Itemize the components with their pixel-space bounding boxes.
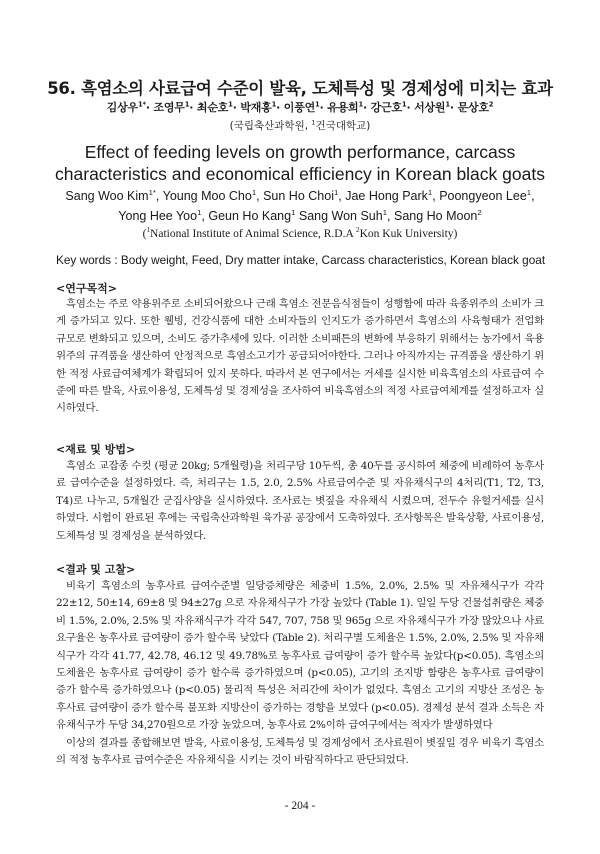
english-author-sup: 1 [333,187,339,197]
english-title-line2: characteristics and economical efficiency in Korean black goats [55,164,545,184]
english-author-sup: 1 [427,187,433,197]
english-affiliation-sup2: 2 [356,226,360,235]
korean-author-name: 유용희 [327,101,359,114]
english-author-name: Young Moo Cho [162,189,252,203]
korean-author-sup: 1* [137,100,146,109]
section-body-methods [56,458,544,545]
english-author-separator: , [338,189,346,203]
korean-author-sup: 1 [401,100,407,109]
english-affiliation-inst1: National Institute of Animal Science, R.D.A [150,228,357,240]
english-author-separator: , [256,189,264,203]
korean-author-sup: 1 [228,100,233,109]
english-authors-line2 [30,206,570,226]
korean-affiliation-rest: 건국대학교) [315,120,371,132]
section-heading-results: <결과 및 고찰> [56,563,136,576]
korean-author-sup: 1 [445,100,450,109]
english-author-sup: 1* [148,187,156,197]
english-affiliation-open: ( [142,228,147,240]
english-author-name: Yong Hee Yoo [118,209,198,223]
english-authors [30,186,570,226]
english-author-sup: 1 [291,207,296,217]
english-author-name: Poongyeon Lee [439,189,527,203]
korean-author-sup: 1 [184,100,190,109]
korean-author-separator: · [145,101,154,114]
page-number: - 204 - [284,800,316,812]
english-affiliation-inst2: Kon Kuk University) [359,228,458,240]
english-author-sup: 2 [477,207,482,217]
korean-author-separator: · [189,101,197,114]
section-heading-methods: <재료 및 방법> [56,443,136,456]
korean-affiliation-sup: 1 [311,118,316,127]
methods-paragraph: 흑염소 교잡종 수컷 (평균 20kg; 5개월령)을 처리구당 10두씩, 총 40두를 공시하여 체중에 비례하여 농후사료 급여수준을 설정하였다. 즉, 처리구는 1.5, 2.0, 2.5% 사료급여수준 및 자유채식구의 4처리(T1, T2, T3, T4)로 나누고, 5개월간 군집사양을 실시하였다. 조사료는 볏짚을 자유채식 시켰으며, 전두수 유헐거세를 실시하였다. 시험이 완료된 후에는 국립축산과학원 육가공 공장에서 도축하였다. 조사항목은 발육상황, 사료이용성, 도체특성 및 경제성을 분석하였다. [56,460,544,542]
korean-author-sup: 1 [271,100,277,109]
korean-author-name: 박재홍 [240,101,272,114]
korean-author-separator: · [232,101,241,114]
english-author-sup: 1 [251,187,257,197]
english-author-name: Jae Hong Park [345,189,428,203]
section-heading-intro: <연구목적> [56,282,117,295]
korean-author-name: 문상호 [457,101,489,114]
korean-affiliation-open: (국립축산과학원, [229,120,312,132]
english-author-separator: , [387,209,394,223]
korean-author-name: 조영무 [153,101,185,114]
english-author-sup: 1 [526,187,532,197]
english-author-name: Sang Ho Moon [393,209,478,223]
english-author-separator: , [432,189,440,203]
english-affiliation-sup1: 1 [146,226,151,235]
english-author-sup: 1 [382,207,388,217]
keywords [56,253,576,267]
english-title [30,141,570,185]
korean-author-separator: · [406,101,415,114]
korean-author-sup: 1 [315,100,320,109]
results-paragraph-1: 비육기 흑염소의 농후사료 급여수준별 일당증체량은 체중비 1.5%, 2.0%, 2.5% 및 자유채식구가 각각 22±12, 50±14, 69±8 및 94±27g 으로 자유채식구가 가장 높았다 (Table 1). 일일 두당 건물섭취량은 체중비 1.5%, 2.0%, 2.5% 및 자유채식구가 각각 547, 707, 758 및 965g 으로 자유채식구가 가장 많았으나 사료요구율은 농후사료 급여량이 증가 할수록 낮았다 (Table 2). 처리구별 도체율은 1.5%, 2.0%, 2.5% 및 자유채식구가 각각 41.77, 42.78, 46.12 및 49.78%로 농후사료 급여량이 증가 할수록 높았다(p<0.05). 흑염소의 도체율은 농후사료 급여량이 증가 할수록 증가하였으며 (p<0.05), 고기의 조지방 함량은 농후사료 급여량이 증가 할수록 증가하였으나 (p<0.05) 물리적 특성은 처리간에 차이가 없었다. 흑염소 고기의 지방산 조성은 농후사료 급여량이 증가 할수록 불포화 지방산이 증가하는 경향을 보였다 (p<0.05). 경제성 분석 결과 소득은 자유채식구가 두당 34,270원으로 가장 높았으며, 농후사료 2%이하 급여구에서는 적자가 발생하였다 [56,580,544,732]
section-body-results [56,578,544,769]
english-title-line1: Effect of feeding levels on growth performance, carcass [84,142,516,162]
korean-author-separator: · [319,101,328,114]
english-author-name: Sang Woo Kim [65,189,149,203]
english-author-separator: , [155,189,163,203]
korean-author-name: 김상우 [106,101,138,114]
english-author-separator: , [531,189,535,203]
korean-author-name: 서상원 [414,101,446,114]
english-author-sup: 1 [197,207,202,217]
korean-author-separator: · [363,101,371,114]
korean-author-sup: 2 [488,100,494,109]
korean-author-separator: · [276,101,284,114]
keywords-label: Key words [56,253,112,267]
korean-author-sup: 1 [358,100,364,109]
english-author-name: Geun Ho Kang [208,209,292,223]
results-paragraph-2: 이상의 결과를 종합해보면 발육, 사료이용성, 도체특성 및 경제성에서 조사료원이 볏짚일 경우 비육기 흑염소의 적정 농후사료 급여수준은 자유채식을 시키는 것이 바람직하다고 판단되었다. [56,736,544,767]
english-authors-line1 [30,186,570,206]
korean-authors [0,99,600,115]
korean-title: 56. 흑염소의 사료급여 수준이 발육, 도체특성 및 경제성에 미치는 효과 [47,79,553,98]
english-author-separator: , [201,209,209,223]
english-affiliation [30,228,570,240]
korean-author-name: 강근호 [370,101,402,114]
korean-author-name: 최순호 [196,101,229,114]
korean-author-name: 이풍연 [283,101,316,114]
keywords-text: : Body weight, Feed, Dry matter intake, Carcass characteristics, Korean black goat [111,253,546,267]
english-author-name: Sun Ho Choi [263,189,334,203]
korean-author-separator: · [449,101,458,114]
intro-paragraph: 흑염소는 주로 약용위주로 소비되어왔으나 근래 흑염소 전문음식점들이 성행함에 따라 육종위주의 소비가 크게 증가되고 있다. 또한 웰빙, 건강식품에 대한 소비자들의 인지도가 증가하면서 흑염소의 사육형태가 전업화 규모로 변화되고 있으며, 소비도 증가추세에 있다. 이러한 소비패튼의 변화에 부응하기 위해서는 농가에서 육용위주의 규격품을 생산하여 안정적으로 흑염소고기가 공급되어야한다. 그러나 아직까지는 규격품을 생산하기 위한 적정 사료급여체계가 확립되어 있지 못하다. 따라서 본 연구에서는 거세를 실시한 비육흑염소의 사료급여 수준에 따른 발육, 사료이용성, 도체특성 및 경제성을 조사하여 비육흑염소의 적정 사료급여체계를 설정하고자 실시하였다. [56,298,544,415]
korean-affiliation [0,118,600,133]
english-author-name: Sang Won Suh [298,209,383,223]
section-body-intro [56,296,544,418]
